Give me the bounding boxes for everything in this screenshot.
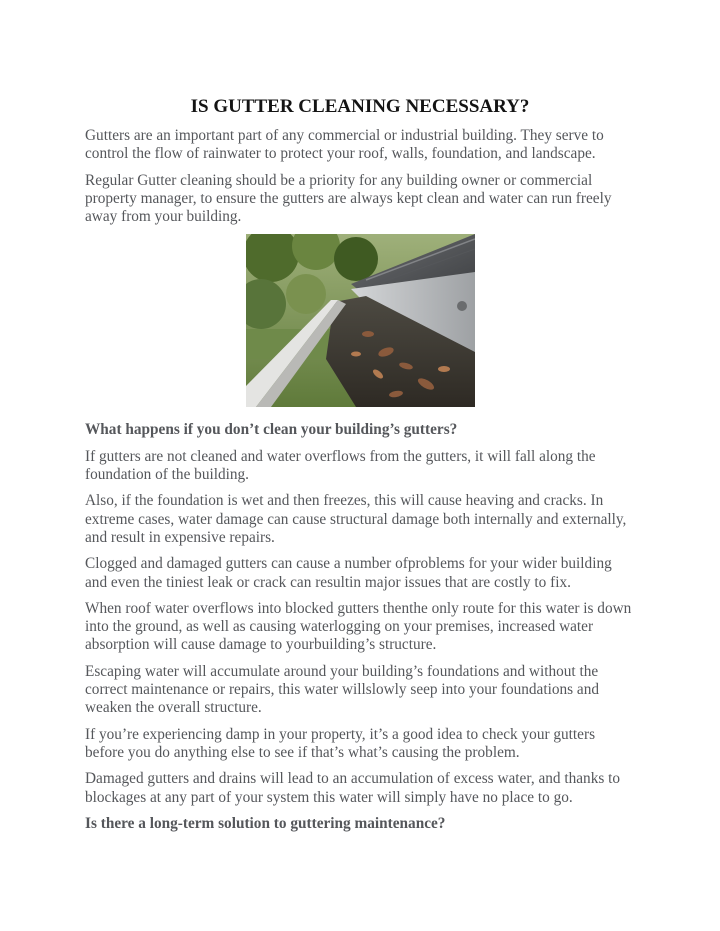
- gutter-photo-container: [85, 234, 635, 407]
- document-page: [85, 95, 635, 841]
- section1-paragraph-4: When roof water overflows into blocked gutters thenthe only route for this water is down into the ground, as well as causing waterlogging on your premises, increased water absorption will cause damage to yourbuilding’s structure.: [85, 599, 632, 654]
- section1-paragraph-2: Also, if the foundation is wet and then freezes, this will cause heaving and cracks. In extreme cases, water damage can cause structural damage both internally and externally, and result in expensive repairs.: [85, 492, 627, 546]
- section1-paragraph-3: Clogged and damaged gutters can cause a number ofproblems for your wider building and even the tiniest leak or crack can resultin major issues that are costly to fix.: [85, 555, 612, 591]
- section1-paragraph-7: Damaged gutters and drains will lead to an accumulation of excess water, and thanks to blockages at any part of your system this water will simply have no place to go.: [85, 770, 621, 806]
- document-title: IS GUTTER CLEANING NECESSARY?: [190, 96, 530, 117]
- section2-heading: Is there a long-term solution to guttering maintenance?: [85, 814, 446, 832]
- section1-paragraph-5: Escaping water will accumulate around your building’s foundations and without the correct maintenance or repairs, this water willslowly seep into your foundations and weaken the overall structure.: [85, 662, 599, 717]
- intro-paragraph-2: Regular Gutter cleaning should be a priority for any building owner or commercial property manager, to ensure the gutters are always kept clean and water can run freely away from your building.: [85, 171, 612, 226]
- gutter-photo: [246, 234, 475, 407]
- section1-paragraph-6: If you’re experiencing damp in your property, it’s a good idea to check your gutters before you do anything else to see if that’s what’s causing the problem.: [85, 725, 596, 761]
- section1-paragraph-1: If gutters are not cleaned and water overflows from the gutters, it will fall along the foundation of the building.: [85, 447, 596, 484]
- intro-paragraph-1: Gutters are an important part of any commercial or industrial building. They serve to control the flow of rainwater to protect your roof, walls, foundation, and landscape.: [85, 127, 604, 163]
- section1-heading: What happens if you don’t clean your building’s gutters?: [85, 421, 458, 439]
